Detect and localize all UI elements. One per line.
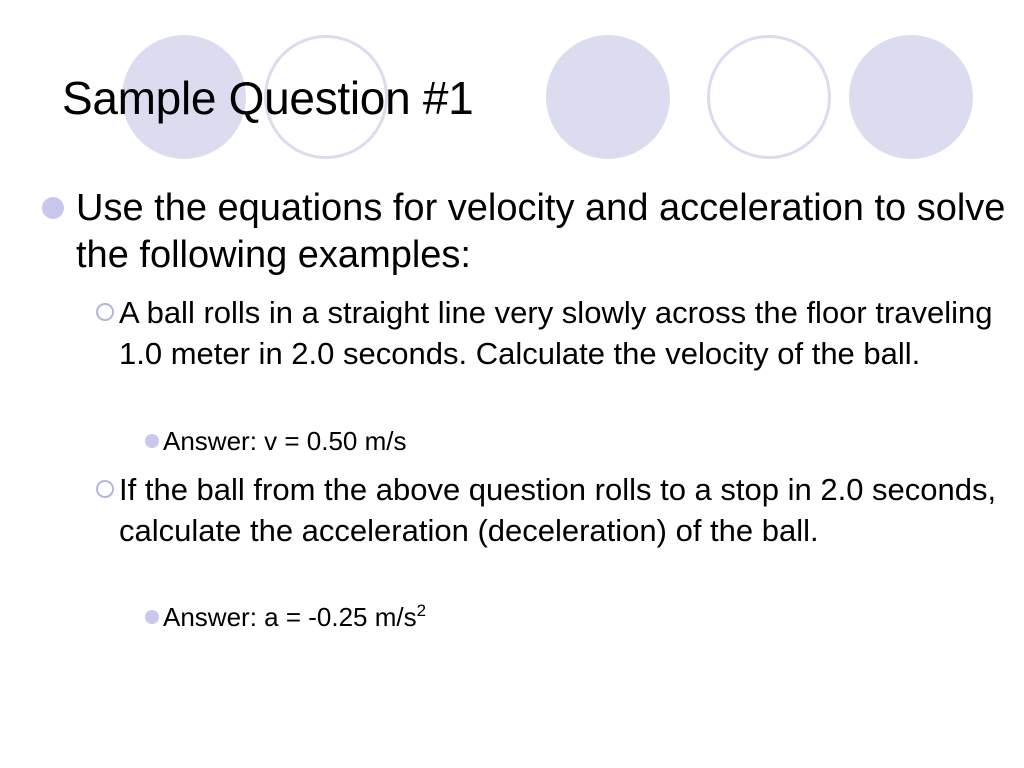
bullet-text-level2: A ball rolls in a straight line very slowly across the floor traveling 1.0 meter in 2.0 seconds. Calculate the velocity of the ball.: [119, 295, 993, 371]
bullet-text-level1: Use the equations for velocity and acceleration to solve the following examples:: [76, 187, 1006, 276]
slide-title: Sample Question #1: [62, 72, 474, 124]
answer-superscript: 2: [416, 601, 427, 620]
answer-text: Answer: v = 0.50 m/s: [163, 426, 407, 456]
bullet-dot-icon: [145, 610, 159, 624]
answer-text: [163, 600, 426, 634]
answer-text-main: Answer: a = -0.25 m/s: [163, 602, 417, 632]
decorative-circle: [546, 35, 670, 159]
bullet-text-level2: If the ball from the above question rolls to a stop in 2.0 seconds, calculate the acceleration (deceleration) of the ball.: [119, 472, 997, 548]
bullet-dot-icon: [42, 197, 64, 219]
decorative-circle: [707, 35, 831, 159]
decorative-circle: [849, 35, 973, 159]
hollow-bullet-icon: [96, 303, 114, 321]
bullet-dot-icon: [145, 434, 159, 448]
hollow-bullet-icon: [96, 480, 114, 498]
